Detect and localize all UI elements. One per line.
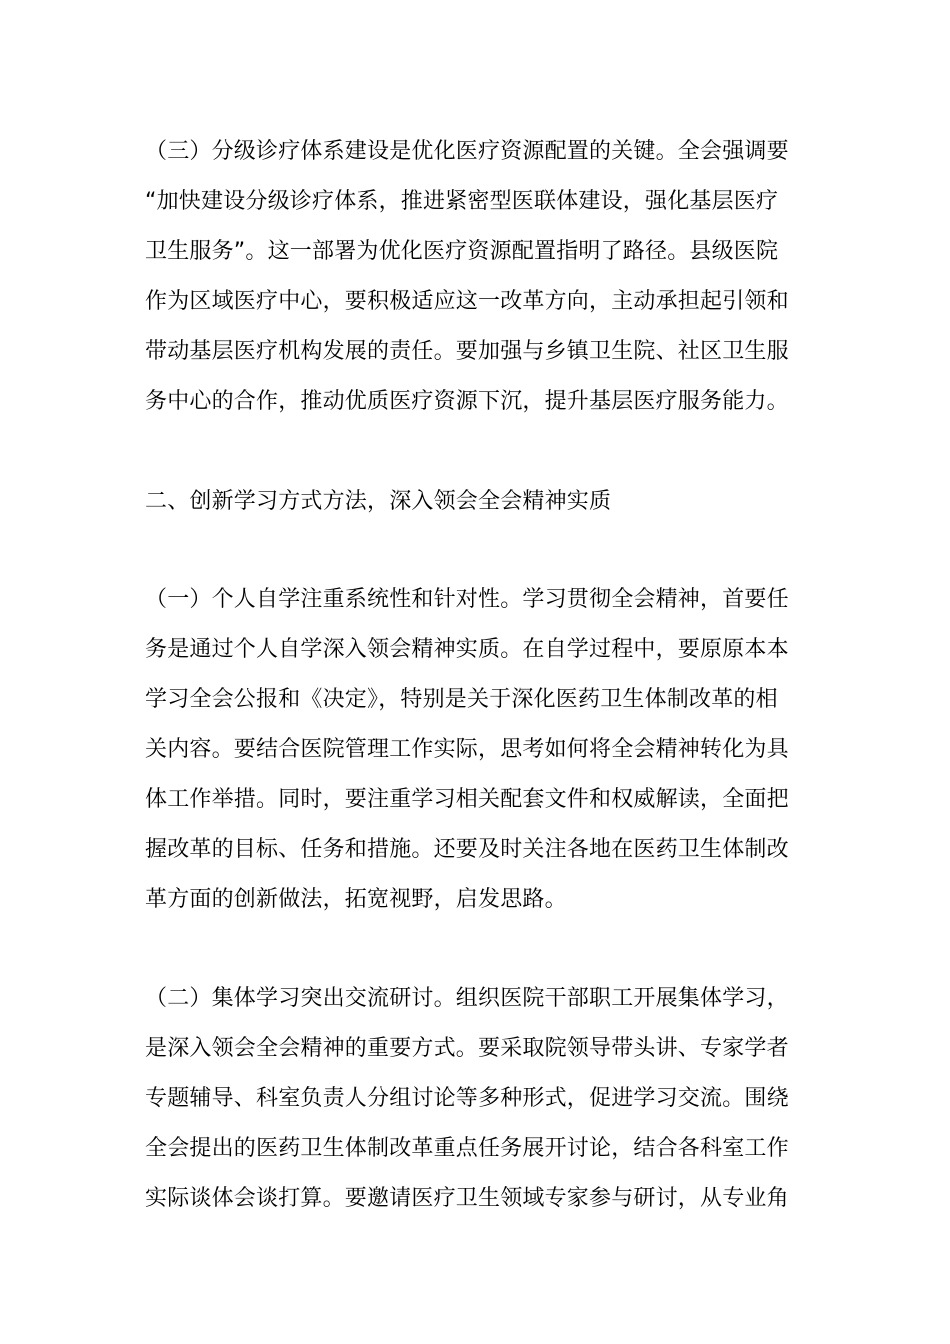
paragraph-self-study: （一）个人自学注重系统性和针对性。学习贯彻全会精神，首要任 务是通过个人自学深入领会精神实质。在自学过程中，要原原本本 学习全会公报和《决定》，特别是关于深化医药卫生体制改革的相 关内容。要结合医院管理工作实际，思考如何将全会精神转化为具 体工作举措。同时，要注重学习相关配套文件和权威解读，全面把 握改革的目标、任务和措施。还要及时关注各地在医药卫生体制改 革方面的创新做法，拓宽视野，启发思路。	[145, 587, 789, 912]
paragraph-tiered-diagnosis: （三）分级诊疗体系建设是优化医疗资源配置的关键。全会强调要 “加快建设分级诊疗体系，推进紧密型医联体建设，强化基层医疗 卫生服务”。这一部署为优化医疗资源配置指明了路径。县级医院 作为区域医疗中心，要积极适应这一改革方向，主动承担起引领和 带动基层医疗机构发展的责任。要加强与乡镇卫生院、社区卫生服 务中心的合作，推动优质医疗资源下沉，提升基层医疗服务能力。	[145, 139, 789, 414]
section-heading: 二、创新学习方式方法，深入领会全会精神实质	[145, 489, 612, 514]
paragraph-group-study: （二）集体学习突出交流研讨。组织医院干部职工开展集体学习， 是深入领会全会精神的重要方式。要采取院领导带头讲、专家学者 专题辅导、科室负责人分组讨论等多种形式，促进学习交流。围绕 全会提出的医药卫生体制改革重点任务展开讨论，结合各科室工作 实际谈体会谈打算。要邀请医疗卫生领域专家参与研讨，从专业角	[145, 986, 789, 1211]
